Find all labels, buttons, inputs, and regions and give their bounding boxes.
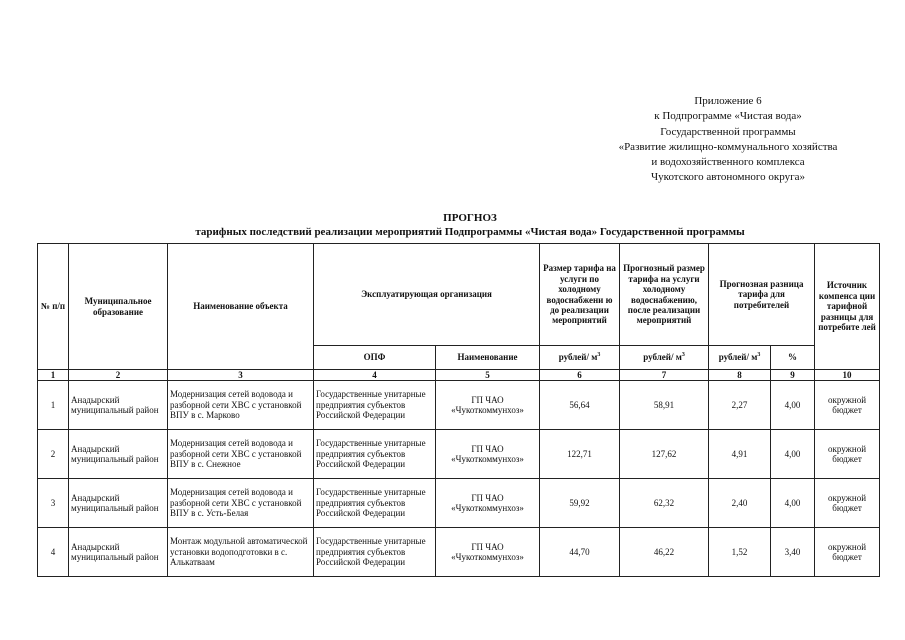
table-row: [38, 430, 880, 479]
cell-object: Модернизация сетей водовода и разборной сети ХВС с установкой ВПУ в с. Марково: [168, 381, 314, 430]
cell-diff-pct: 3,40: [771, 528, 815, 577]
cell-opf: Государственные унитарные предприятия субъектов Российской Федерации: [314, 430, 436, 479]
header-object-name: Наименование объекта: [168, 244, 314, 370]
cell-object: Монтаж модульной автоматической установки водоподготовки в с. Алькатваам: [168, 528, 314, 577]
appendix-line: и водохозяйственного комплекса: [651, 156, 805, 169]
cell-tariff-after: 62,32: [620, 479, 709, 528]
cell-source: окружной бюджет: [815, 479, 880, 528]
document-title: [60, 211, 880, 239]
table-row: [38, 528, 880, 577]
header-tariff-after: Прогнозный размер тарифа на услуги холодному водоснабжению, после реализации мероприятий: [620, 244, 709, 346]
cell-municipality: Анадырский муниципальный район: [69, 381, 168, 430]
cell-org: ГП ЧАО «Чукоткоммунхоз»: [436, 430, 540, 479]
column-number: 10: [815, 370, 880, 381]
cell-municipality: Анадырский муниципальный район: [69, 430, 168, 479]
header-source: Источник компенса ции тарифной разницы для потребите лей: [815, 244, 880, 370]
cell-diff-pct: 4,00: [771, 479, 815, 528]
cell-tariff-before: 59,92: [540, 479, 620, 528]
header-operator: Эксплуатирующая организация: [314, 244, 540, 346]
tariff-forecast-table: [37, 243, 880, 577]
cell-tariff-before: 56,64: [540, 381, 620, 430]
cell-num: 1: [38, 381, 69, 430]
column-number: 4: [314, 370, 436, 381]
title-line-2: тарифных последствий реализации мероприятий Подпрограммы «Чистая вода» Государственной программы: [195, 226, 745, 238]
cell-object: Модернизация сетей водовода и разборной сети ХВС с установкой ВПУ в с. Усть-Белая: [168, 479, 314, 528]
cell-opf: Государственные унитарные предприятия субъектов Российской Федерации: [314, 528, 436, 577]
appendix-line: Государственной программы: [660, 125, 796, 138]
unit-superscript: 3: [681, 352, 685, 359]
cell-municipality: Анадырский муниципальный район: [69, 528, 168, 577]
table-row: [38, 381, 880, 430]
appendix-line: Приложение 6: [694, 95, 762, 107]
cell-opf: Государственные унитарные предприятия субъектов Российской Федерации: [314, 479, 436, 528]
cell-source: окружной бюджет: [815, 381, 880, 430]
header-difference: Прогнозная разница тарифа для потребителей: [709, 244, 815, 346]
cell-opf: Государственные унитарные предприятия субъектов Российской Федерации: [314, 381, 436, 430]
column-number: 5: [436, 370, 540, 381]
cell-diff-rub: 2,27: [709, 381, 771, 430]
cell-diff-rub: 4,91: [709, 430, 771, 479]
unit-text: рублей/ м: [558, 352, 598, 363]
column-number: 7: [620, 370, 709, 381]
cell-org: ГП ЧАО «Чукоткоммунхоз»: [436, 479, 540, 528]
column-number: 2: [69, 370, 168, 381]
header-opf: ОПФ: [314, 346, 436, 370]
unit-superscript: 3: [757, 352, 761, 359]
cell-org: ГП ЧАО «Чукоткоммунхоз»: [436, 528, 540, 577]
cell-tariff-after: 46,22: [620, 528, 709, 577]
cell-num: 3: [38, 479, 69, 528]
title-line-1: ПРОГНОЗ: [443, 212, 497, 224]
cell-municipality: Анадырский муниципальный район: [69, 479, 168, 528]
column-number: 8: [709, 370, 771, 381]
unit-text: рублей/ м: [718, 352, 758, 363]
column-number: 6: [540, 370, 620, 381]
column-number-row: [38, 370, 880, 381]
appendix-line: к Подпрограмме «Чистая вода»: [654, 110, 802, 123]
header-num: № п/п: [38, 244, 69, 370]
cell-source: окружной бюджет: [815, 528, 880, 577]
header-unit-diff: [709, 346, 771, 370]
appendix-line: Чукотского автономного округа»: [651, 171, 805, 184]
cell-diff-rub: 2,40: [709, 479, 771, 528]
table-row: [38, 479, 880, 528]
cell-org: ГП ЧАО «Чукоткоммунхоз»: [436, 381, 540, 430]
cell-diff-pct: 4,00: [771, 430, 815, 479]
cell-num: 2: [38, 430, 69, 479]
cell-num: 4: [38, 528, 69, 577]
header-unit-before: [540, 346, 620, 370]
header-municipality: Муниципальное образование: [69, 244, 168, 370]
appendix-line: «Развитие жилищно-коммунального хозяйства: [618, 140, 838, 153]
column-number: 1: [38, 370, 69, 381]
unit-superscript: 3: [597, 352, 601, 359]
cell-tariff-before: 122,71: [540, 430, 620, 479]
cell-diff-rub: 1,52: [709, 528, 771, 577]
unit-text: рублей/ м: [643, 352, 682, 363]
column-number: 9: [771, 370, 815, 381]
header-tariff-before: Размер тарифа на услуги по холодному водоснабжени ю до реализации мероприятий: [540, 244, 620, 346]
header-org-name: Наименование: [436, 346, 540, 370]
cell-tariff-after: 127,62: [620, 430, 709, 479]
cell-object: Модернизация сетей водовода и разборной сети ХВС с установкой ВПУ в с. Снежное: [168, 430, 314, 479]
cell-tariff-after: 58,91: [620, 381, 709, 430]
cell-source: окружной бюджет: [815, 430, 880, 479]
cell-tariff-before: 44,70: [540, 528, 620, 577]
header-percent: %: [771, 346, 815, 370]
column-number: 3: [168, 370, 314, 381]
appendix-header: [590, 94, 866, 186]
cell-diff-pct: 4,00: [771, 381, 815, 430]
header-unit-after: [620, 346, 709, 370]
